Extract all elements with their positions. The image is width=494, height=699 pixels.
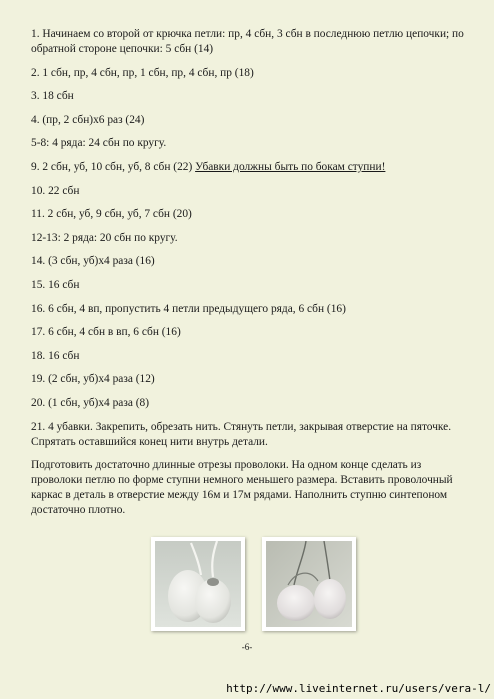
photo-feet-with-wire [262,537,356,631]
instruction-18: 18. 16 сбн [31,349,80,362]
feet-with-wire-image [266,541,352,627]
source-url-watermark: http://www.liveinternet.ru/users/vera-l/ [226,682,491,695]
crocheted-feet-image [155,541,241,627]
instructions-text [31,27,471,527]
instruction-12-13: 12-13: 2 ряда: 20 сбн по кругу. [31,231,178,244]
instruction-20: 20. (1 сбн, уб)х4 раза (8) [31,396,150,409]
instruction-3: 3. 18 сбн [31,90,74,103]
instruction-1: 1. Начинаем со второй от крючка петли: пр, 4 сбн, 3 сбн в последнюю петлю цепочки; по обратной стороне цепочки: 5 сбн (14) [31,28,464,55]
photo-crocheted-feet [151,537,245,631]
instruction-16: 16. 6 сбн, 4 вп, пропустить 4 петли предыдущего ряда, 6 сбн (16) [31,302,346,315]
instruction-17: 17. 6 сбн, 4 сбн в вп, 6 сбн (16) [31,326,181,339]
instruction-9: 9. 2 сбн, уб, 10 сбн, уб, 8 сбн (22) Убавки должны быть по бокам ступни! [31,160,386,173]
decrease-note: Убавки должны быть по бокам ступни! [195,160,386,173]
instruction-11: 11. 2 сбн, уб, 9 сбн, уб, 7 сбн (20) [31,208,192,221]
photo-row [0,537,494,632]
instruction-5-8: 5-8: 4 ряда: 24 сбн по кругу. [31,137,167,150]
instruction-2: 2. 1 сбн, пр, 4 сбн, пр, 1 сбн, пр, 4 сбн, пр (18) [31,66,254,79]
instruction-19: 19. (2 сбн, уб)х4 раза (12) [31,373,155,386]
instruction-4: 4. (пр, 2 сбн)х6 раз (24) [31,113,145,126]
instruction-14: 14. (3 сбн, уб)х4 раза (16) [31,255,155,268]
instruction-21: 21. 4 убавки. Закрепить, обрезать нить. Стянуть петли, закрывая отверстие на пяточке. Спрятать оставшийся конец нити внутрь детали. [31,420,452,448]
instruction-15: 15. 16 сбн [31,278,80,291]
instruction-10: 10. 22 сбн [31,184,80,197]
wire-frame-paragraph: Подготовить достаточно длинные отрезы проволоки. На одном конце сделать из проволоки петлю по форме ступни немного меньшего размера. Вставить проволочный каркас в деталь в отверстие между 16м и 17м рядами. Наполнить ступню синтепоном достаточно плотно. [31,459,453,517]
page-number: -6- [241,642,253,652]
